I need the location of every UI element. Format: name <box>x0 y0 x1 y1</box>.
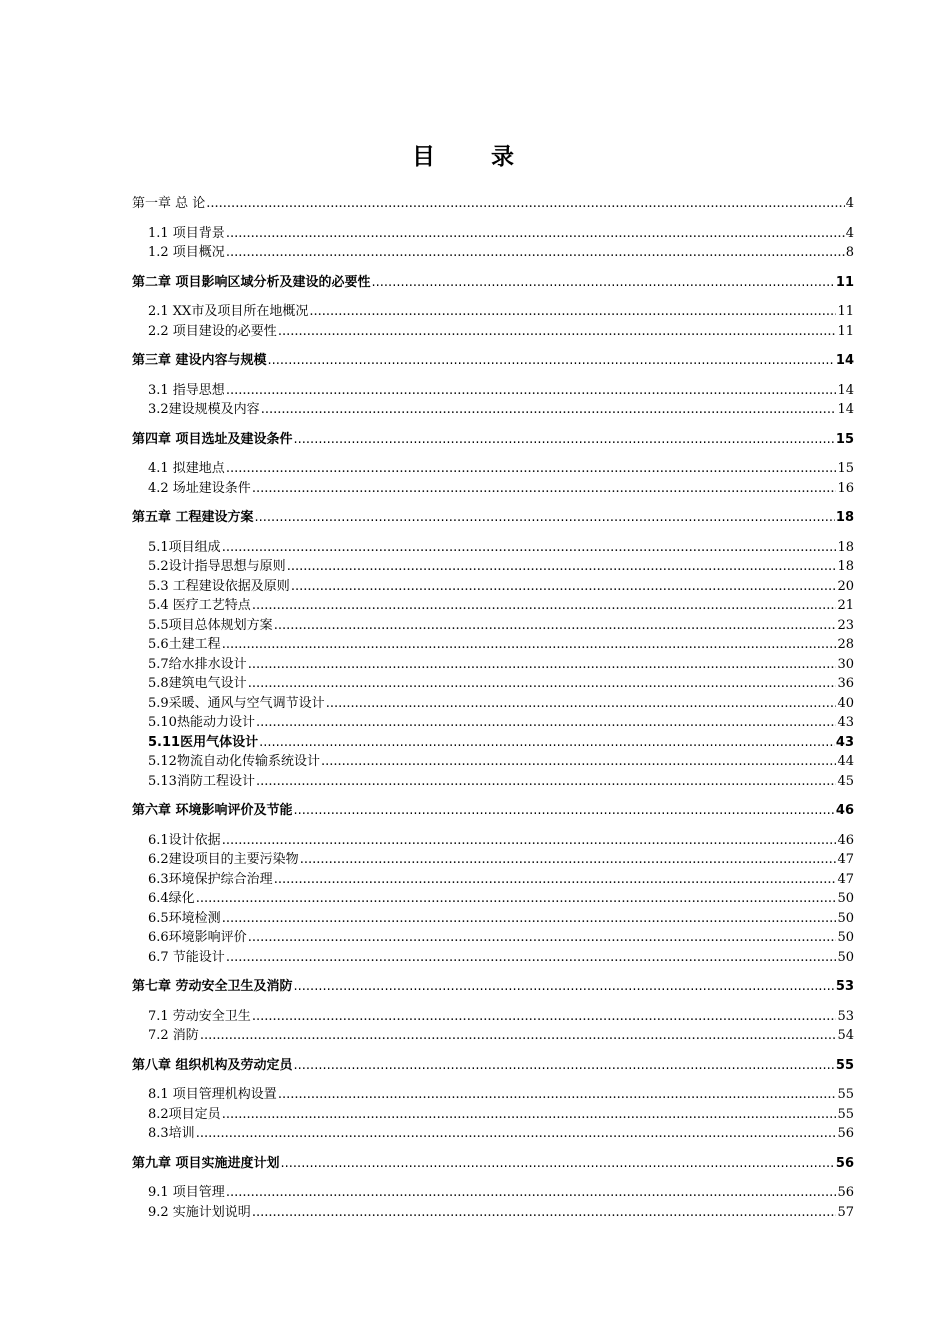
toc-entry-label: 5.8建筑电气设计 <box>148 676 247 691</box>
dot-leader <box>200 1026 837 1046</box>
toc-page-number: 43 <box>837 715 854 730</box>
toc-entry-label: 6.1设计依据 <box>148 832 221 848</box>
toc-page-number: 45 <box>837 773 854 789</box>
toc-section-entry[interactable] <box>132 1183 854 1203</box>
dot-leader <box>222 831 837 851</box>
toc-section-entry[interactable] <box>132 459 854 479</box>
toc-page-number: 43 <box>835 734 854 750</box>
dot-leader <box>226 381 837 401</box>
toc-page-number: 57 <box>837 1204 854 1220</box>
dot-leader <box>300 850 837 870</box>
toc-section-entry[interactable] <box>132 948 854 968</box>
toc-page-number: 55 <box>837 1106 854 1122</box>
toc-entry-label: 5.6土建工程 <box>148 637 221 652</box>
dot-leader <box>248 655 837 675</box>
dot-leader <box>256 772 837 792</box>
toc-entry-label: 9.2 实施计划说明 <box>148 1204 251 1220</box>
toc-page-number: 14 <box>837 382 854 398</box>
toc-section-entry[interactable] <box>132 694 854 714</box>
toc-entry-label: 6.4绿化 <box>148 891 195 906</box>
dot-leader <box>222 635 837 655</box>
toc-entry-label: 第七章 劳动安全卫生及消防 <box>132 979 293 994</box>
dot-leader <box>287 557 837 577</box>
toc-section-entry[interactable] <box>132 1007 854 1027</box>
dot-leader <box>252 479 837 499</box>
toc-entry-label: 6.5环境检测 <box>148 910 221 926</box>
dot-leader <box>248 928 837 948</box>
toc-section-entry[interactable] <box>132 557 854 577</box>
dot-leader <box>309 302 836 322</box>
toc-section-entry[interactable] <box>132 713 854 733</box>
toc-section-entry[interactable] <box>132 831 854 851</box>
toc-chapter-entry[interactable] <box>132 1154 854 1174</box>
toc-page-number: 30 <box>837 656 854 672</box>
toc-entry-label: 第五章 工程建设方案 <box>132 510 254 525</box>
toc-section-entry[interactable] <box>132 1124 854 1144</box>
toc-section-entry[interactable] <box>132 635 854 655</box>
dot-leader <box>294 801 835 821</box>
toc-page-number: 18 <box>837 559 854 574</box>
dot-leader <box>278 1085 837 1105</box>
toc-page-number: 11 <box>835 274 854 290</box>
toc-entry-label: 4.2 场址建设条件 <box>148 480 251 496</box>
dot-leader <box>291 577 837 597</box>
dot-leader <box>259 733 835 753</box>
dot-leader <box>226 243 845 263</box>
toc-entry-label: 5.9采暖、通风与空气调节设计 <box>148 695 325 711</box>
toc-entry-label: 4.1 拟建地点 <box>148 461 225 476</box>
toc-section-entry[interactable] <box>132 596 854 616</box>
dot-leader <box>226 1183 837 1203</box>
toc-entry-label: 5.2设计指导思想与原则 <box>148 559 286 574</box>
toc-section-entry[interactable] <box>132 1105 854 1125</box>
toc-section-entry[interactable] <box>132 752 854 772</box>
dot-leader <box>226 459 837 479</box>
toc-entry-label: 7.1 劳动安全卫生 <box>148 1008 251 1024</box>
toc-entry-label: 1.2 项目概况 <box>148 245 225 260</box>
toc-entry-label: 6.3环境保护综合治理 <box>148 871 273 887</box>
toc-entry-label: 5.10热能动力设计 <box>148 715 255 730</box>
toc-page-number: 20 <box>837 578 854 594</box>
toc-page-number: 15 <box>835 431 854 447</box>
toc-page-number: 50 <box>837 930 854 945</box>
toc-page-number: 4 <box>845 196 854 211</box>
toc-page-number: 44 <box>837 754 854 769</box>
dot-leader <box>196 889 837 909</box>
toc-section-entry[interactable] <box>132 1085 854 1105</box>
dot-leader <box>274 616 837 636</box>
toc-page-number: 15 <box>837 461 854 476</box>
dot-leader <box>326 694 837 714</box>
toc-section-entry[interactable] <box>132 381 854 401</box>
dot-leader <box>196 1124 837 1144</box>
toc-section-entry[interactable] <box>132 733 854 753</box>
toc-page-number: 14 <box>837 402 854 417</box>
toc-entry-label: 7.2 消防 <box>148 1028 199 1043</box>
toc-section-entry[interactable] <box>132 1203 854 1223</box>
toc-page-number: 47 <box>837 871 854 887</box>
toc-chapter-entry[interactable] <box>132 194 854 214</box>
dot-leader <box>294 430 835 450</box>
toc-entry-label: 第八章 组织机构及劳动定员 <box>132 1057 293 1073</box>
toc-page-number: 50 <box>837 910 854 926</box>
toc-page-number: 54 <box>837 1028 854 1043</box>
toc-entry-label: 5.3 工程建设依据及原则 <box>148 578 290 594</box>
toc-page-number: 50 <box>837 949 854 965</box>
toc-page-number: 18 <box>837 539 854 555</box>
toc-entry-label: 3.2建设规模及内容 <box>148 402 260 417</box>
toc-page-number: 53 <box>837 1008 854 1024</box>
toc-section-entry[interactable] <box>132 889 854 909</box>
toc-page-number: 56 <box>835 1155 854 1171</box>
dot-leader <box>321 752 837 772</box>
toc-entry-label: 8.3培训 <box>148 1126 195 1141</box>
toc-page-number: 46 <box>835 803 854 818</box>
toc-page-number: 8 <box>845 245 854 260</box>
toc-entry-label: 第一章 总 论 <box>132 196 206 211</box>
dot-leader <box>372 273 835 293</box>
table-of-contents <box>132 194 854 1222</box>
dot-leader <box>206 194 844 214</box>
toc-section-entry[interactable] <box>132 772 854 792</box>
dot-leader <box>255 508 835 528</box>
toc-chapter-entry[interactable] <box>132 430 854 450</box>
dot-leader <box>226 948 837 968</box>
toc-entry-label: 5.11医用气体设计 <box>148 734 259 750</box>
toc-page-number: 14 <box>835 353 854 368</box>
dot-leader <box>281 1154 835 1174</box>
toc-entry-label: 5.4 医疗工艺特点 <box>148 598 251 613</box>
toc-entry-label: 8.1 项目管理机构设置 <box>148 1087 277 1102</box>
toc-section-entry[interactable] <box>132 928 854 948</box>
dot-leader <box>278 322 837 342</box>
toc-page-number: 50 <box>837 891 854 906</box>
toc-section-entry[interactable] <box>132 577 854 597</box>
toc-chapter-entry[interactable] <box>132 801 854 821</box>
toc-section-entry[interactable] <box>132 322 854 342</box>
toc-page-number: 46 <box>837 832 854 848</box>
dot-leader <box>268 351 835 371</box>
toc-entry-label: 第六章 环境影响评价及节能 <box>132 803 293 818</box>
toc-section-entry[interactable] <box>132 674 854 694</box>
toc-section-entry[interactable] <box>132 870 854 890</box>
dot-leader <box>226 224 845 244</box>
dot-leader <box>222 1105 837 1125</box>
toc-section-entry[interactable] <box>132 655 854 675</box>
toc-section-entry[interactable] <box>132 909 854 929</box>
toc-chapter-entry[interactable] <box>132 977 854 997</box>
dot-leader <box>252 1203 837 1223</box>
toc-page-number: 47 <box>837 852 854 867</box>
toc-entry-label: 第四章 项目选址及建设条件 <box>132 431 293 447</box>
dot-leader <box>222 538 837 558</box>
toc-entry-label: 2.1 XX市及项目所在地概况 <box>148 304 309 319</box>
toc-entry-label: 9.1 项目管理 <box>148 1185 225 1200</box>
toc-entry-label: 第九章 项目实施进度计划 <box>132 1155 280 1171</box>
toc-entry-label: 6.6环境影响评价 <box>148 930 247 945</box>
toc-entry-label: 5.1项目组成 <box>148 539 221 555</box>
toc-section-entry[interactable] <box>132 400 854 420</box>
toc-page-number: 40 <box>837 695 854 711</box>
toc-page-number: 53 <box>835 979 854 994</box>
toc-page-number: 4 <box>845 225 854 241</box>
toc-chapter-entry[interactable] <box>132 508 854 528</box>
toc-page-number: 18 <box>835 510 854 525</box>
toc-page-number: 36 <box>837 676 854 691</box>
toc-page-number: 11 <box>837 323 854 339</box>
toc-chapter-entry[interactable] <box>132 273 854 293</box>
toc-entry-label: 6.2建设项目的主要污染物 <box>148 852 299 867</box>
toc-section-entry[interactable] <box>132 1026 854 1046</box>
toc-page-number: 55 <box>835 1057 854 1073</box>
dot-leader <box>294 977 835 997</box>
toc-page-number: 56 <box>837 1126 854 1141</box>
toc-entry-label: 5.5项目总体规划方案 <box>148 617 273 633</box>
toc-page-number: 21 <box>837 598 854 613</box>
toc-page-number: 11 <box>837 304 854 319</box>
toc-chapter-entry[interactable] <box>132 1056 854 1076</box>
dot-leader <box>252 1007 837 1027</box>
toc-entry-label: 5.12物流自动化传输系统设计 <box>148 754 320 769</box>
toc-entry-label: 5.13消防工程设计 <box>148 773 255 789</box>
dot-leader <box>252 596 837 616</box>
toc-entry-label: 1.1 项目背景 <box>148 225 225 241</box>
toc-entry-label: 2.2 项目建设的必要性 <box>148 323 277 339</box>
toc-page-number: 56 <box>837 1185 854 1200</box>
toc-section-entry[interactable] <box>132 538 854 558</box>
dot-leader <box>294 1056 835 1076</box>
toc-page-number: 16 <box>837 480 854 496</box>
page-title: 目 录 <box>411 144 538 170</box>
toc-entry-label: 5.7给水排水设计 <box>148 656 247 672</box>
toc-section-entry[interactable] <box>132 850 854 870</box>
dot-leader <box>222 909 837 929</box>
toc-entry-label: 3.1 指导思想 <box>148 382 225 398</box>
toc-entry-label: 第三章 建设内容与规模 <box>132 353 267 368</box>
toc-section-entry[interactable] <box>132 302 854 322</box>
toc-section-entry[interactable] <box>132 224 854 244</box>
dot-leader <box>248 674 837 694</box>
toc-entry-label: 8.2项目定员 <box>148 1106 221 1122</box>
toc-entry-label: 6.7 节能设计 <box>148 949 225 965</box>
toc-section-entry[interactable] <box>132 243 854 263</box>
toc-page-number: 55 <box>837 1087 854 1102</box>
toc-entry-label: 第二章 项目影响区域分析及建设的必要性 <box>132 274 371 290</box>
toc-section-entry[interactable] <box>132 616 854 636</box>
toc-page-number: 23 <box>837 617 854 633</box>
toc-page-number: 28 <box>837 637 854 652</box>
dot-leader <box>261 400 837 420</box>
dot-leader <box>274 870 837 890</box>
toc-chapter-entry[interactable] <box>132 351 854 371</box>
dot-leader <box>256 713 837 733</box>
toc-section-entry[interactable] <box>132 479 854 499</box>
